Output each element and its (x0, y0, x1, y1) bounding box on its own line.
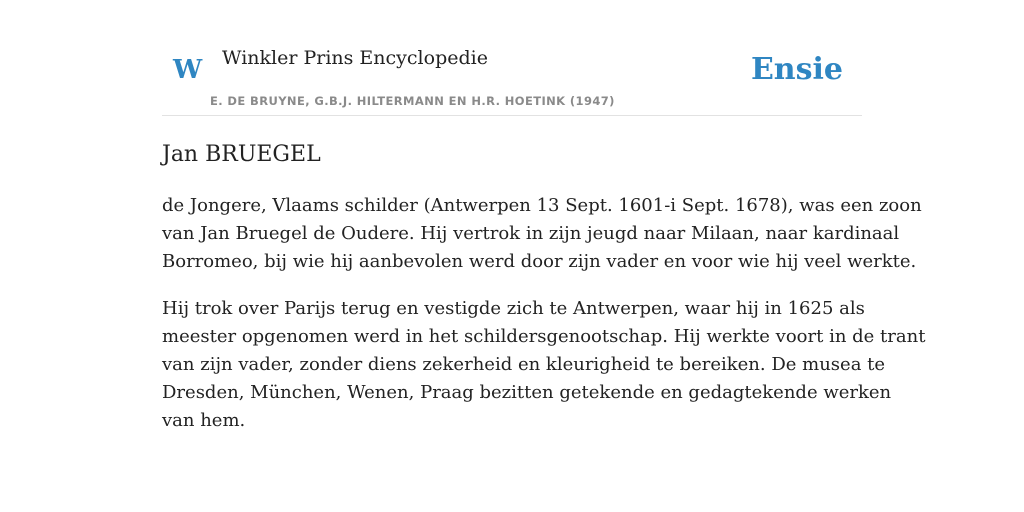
winkler-prins-logo-icon[interactable]: W (173, 55, 203, 85)
paragraph-line: de Jongere, Vlaams schilder (Antwerpen 13 Sept. 1601-i Sept. 1678), was een zoon (162, 195, 922, 216)
article-paragraph-2 (162, 295, 926, 435)
paragraph-line: Borromeo, bij wie hij aanbevolen werd door zijn vader en voor wie hij veel werkte. (162, 251, 917, 272)
encyclopedia-title[interactable]: Winkler Prins Encyclopedie (222, 47, 488, 69)
paragraph-line: van zijn vader, zonder diens zekerheid en kleurigheid te bereiken. De musea te (162, 354, 886, 375)
paragraph-line: Dresden, München, Wenen, Praag bezitten getekende en gedagtekende werken (162, 382, 892, 403)
encyclopedia-header (162, 34, 862, 116)
article-paragraph-1 (162, 192, 922, 276)
paragraph-line: meester opgenomen werd in het schildersgenootschap. Hij werkte voort in de trant (162, 326, 926, 347)
encyclopedia-authors: E. DE BRUYNE, G.B.J. HILTERMANN EN H.R. HOETINK (1947) (210, 94, 615, 108)
article-body (162, 192, 926, 454)
paragraph-line: van hem. (162, 410, 246, 431)
paragraph-line: Hij trok over Parijs terug en vestigde zich te Antwerpen, waar hij in 1625 als (162, 298, 865, 319)
ensie-logo-link[interactable]: Ensie (750, 52, 843, 87)
paragraph-line: van Jan Bruegel de Oudere. Hij vertrok in zijn jeugd naar Milaan, naar kardinaal (162, 223, 900, 244)
article-title: Jan BRUEGEL (162, 142, 321, 167)
